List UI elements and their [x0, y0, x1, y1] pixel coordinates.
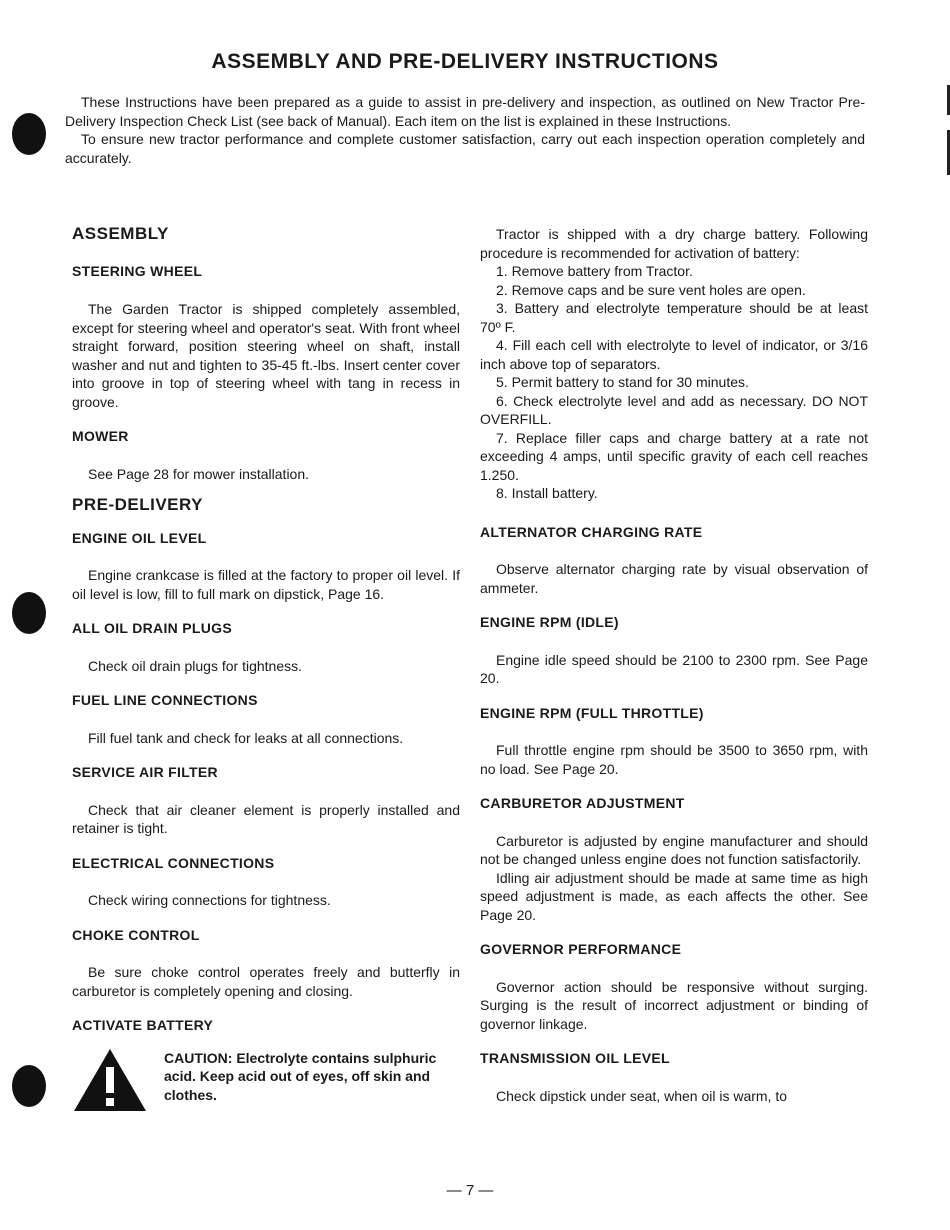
- battery-step: 8. Install battery.: [496, 485, 598, 501]
- heading-fuel-line: FUEL LINE CONNECTIONS: [72, 692, 258, 708]
- battery-step: 2. Remove caps and be sure vent holes are open.: [496, 281, 806, 298]
- heading-transmission: TRANSMISSION OIL LEVEL: [480, 1050, 670, 1066]
- heading-mower: MOWER: [72, 428, 129, 444]
- rpm-idle-text: Engine idle speed should be 2100 to 2300 rpm. See Page 20.: [480, 651, 868, 686]
- heading-activate-battery: ACTIVATE BATTERY: [72, 1017, 214, 1033]
- battery-step: 4. Fill each cell with electrolyte to level of indicator, or 3/16 inch above top of separators.: [480, 337, 868, 372]
- drain-plugs-text: Check oil drain plugs for tightness.: [88, 657, 302, 674]
- heading-steering-wheel: STEERING WHEEL: [72, 262, 203, 279]
- battery-step: 3. Battery and electrolyte temperature should be at least 70º F.: [480, 300, 868, 335]
- caution-block: [72, 1049, 460, 1113]
- battery-intro: Tractor is shipped with a dry charge battery. Following procedure is recommended for activation of battery:: [480, 226, 868, 261]
- warning-icon: [72, 1047, 148, 1113]
- heading-rpm-full: ENGINE RPM (FULL THROTTLE): [480, 704, 704, 721]
- battery-step: 1. Remove battery from Tractor.: [496, 263, 693, 279]
- section-heading-pre-delivery: PRE-DELIVERY: [72, 495, 204, 514]
- heading-oil-drain-plugs: ALL OIL DRAIN PLUGS: [72, 620, 232, 636]
- page-title: ASSEMBLY AND PRE-DELIVERY INSTRUCTIONS: [211, 50, 719, 73]
- punch-hole: [12, 113, 46, 155]
- heading-carburetor: CARBURETOR ADJUSTMENT: [480, 795, 685, 811]
- heading-rpm-idle: ENGINE RPM (IDLE): [480, 614, 619, 630]
- punch-hole: [12, 1065, 46, 1107]
- intro-paragraph: These Instructions have been prepared as a guide to assist in pre-delivery and inspection, as outlined on New Tractor Pre-Delivery Inspection Check List (see back of Manual). Each item on the list is explained in these Instructions.: [65, 94, 865, 129]
- left-column: [72, 225, 460, 1113]
- page-number: — 7 —: [446, 1182, 494, 1199]
- heading-engine-oil-level: ENGINE OIL LEVEL: [72, 529, 207, 546]
- mower-text: See Page 28 for mower installation.: [88, 465, 310, 482]
- heading-alternator: ALTERNATOR CHARGING RATE: [480, 523, 703, 540]
- intro-paragraph: To ensure new tractor performance and complete customer satisfaction, carry out each inspection operation completely and accurately.: [65, 131, 865, 166]
- battery-step: 5. Permit battery to stand for 30 minutes.: [496, 374, 749, 390]
- alternator-text: Observe alternator charging rate by visual observation of ammeter.: [480, 561, 868, 596]
- heading-governor: GOVERNOR PERFORMANCE: [480, 941, 682, 957]
- carburetor-text: Carburetor is adjusted by engine manufacturer and should not be changed unless engine does not function satisfactorily.: [480, 832, 868, 867]
- section-heading-assembly: ASSEMBLY: [72, 224, 169, 243]
- fuel-line-text: Fill fuel tank and check for leaks at all connections.: [88, 729, 404, 746]
- heading-air-filter: SERVICE AIR FILTER: [72, 764, 218, 780]
- battery-step: 7. Replace filler caps and charge battery at a rate not exceeding 4 amps, until specific gravity of each cell reaches 1.250.: [480, 429, 868, 483]
- heading-choke: CHOKE CONTROL: [72, 926, 200, 943]
- governor-text: Governor action should be responsive without surging. Surging is the result of incorrect adjustment or binding of governor linkage.: [480, 978, 868, 1032]
- caution-text: CAUTION: Electrolyte contains sulphuric acid. Keep acid out of eyes, off skin and clothes.: [164, 1049, 437, 1103]
- choke-text: Be sure choke control operates freely and butterfly in carburetor is completely opening and closing.: [72, 964, 460, 999]
- intro: [65, 93, 865, 167]
- carburetor-text: Idling air adjustment should be made at same time as high speed adjustment is made, as each affects the other. See Page 20.: [480, 869, 868, 923]
- steering-wheel-text: The Garden Tractor is shipped completely assembled, except for steering wheel and operator's seat. With front wheel straight forward, position steering wheel on shaft, install washer and nut and tighten to 35-45 ft.-lbs. Insert center cover into groove in top of steering wheel with tang in recess in groove.: [72, 301, 460, 410]
- rpm-full-text: Full throttle engine rpm should be 3500 to 3650 rpm, with no load. See Page 20.: [480, 742, 868, 777]
- transmission-text: Check dipstick under seat, when oil is warm, to: [496, 1087, 788, 1104]
- electrical-text: Check wiring connections for tightness.: [88, 892, 331, 908]
- right-column: [480, 225, 868, 1105]
- air-filter-text: Check that air cleaner element is properly installed and retainer is tight.: [72, 801, 460, 836]
- battery-step: 6. Check electrolyte level and add as necessary. DO NOT OVERFILL.: [480, 392, 868, 427]
- heading-electrical: ELECTRICAL CONNECTIONS: [72, 854, 275, 871]
- punch-hole: [12, 592, 46, 634]
- engine-oil-text: Engine crankcase is filled at the factory to proper oil level. If oil level is low, fill to full mark on dipstick, Page 16.: [72, 567, 460, 602]
